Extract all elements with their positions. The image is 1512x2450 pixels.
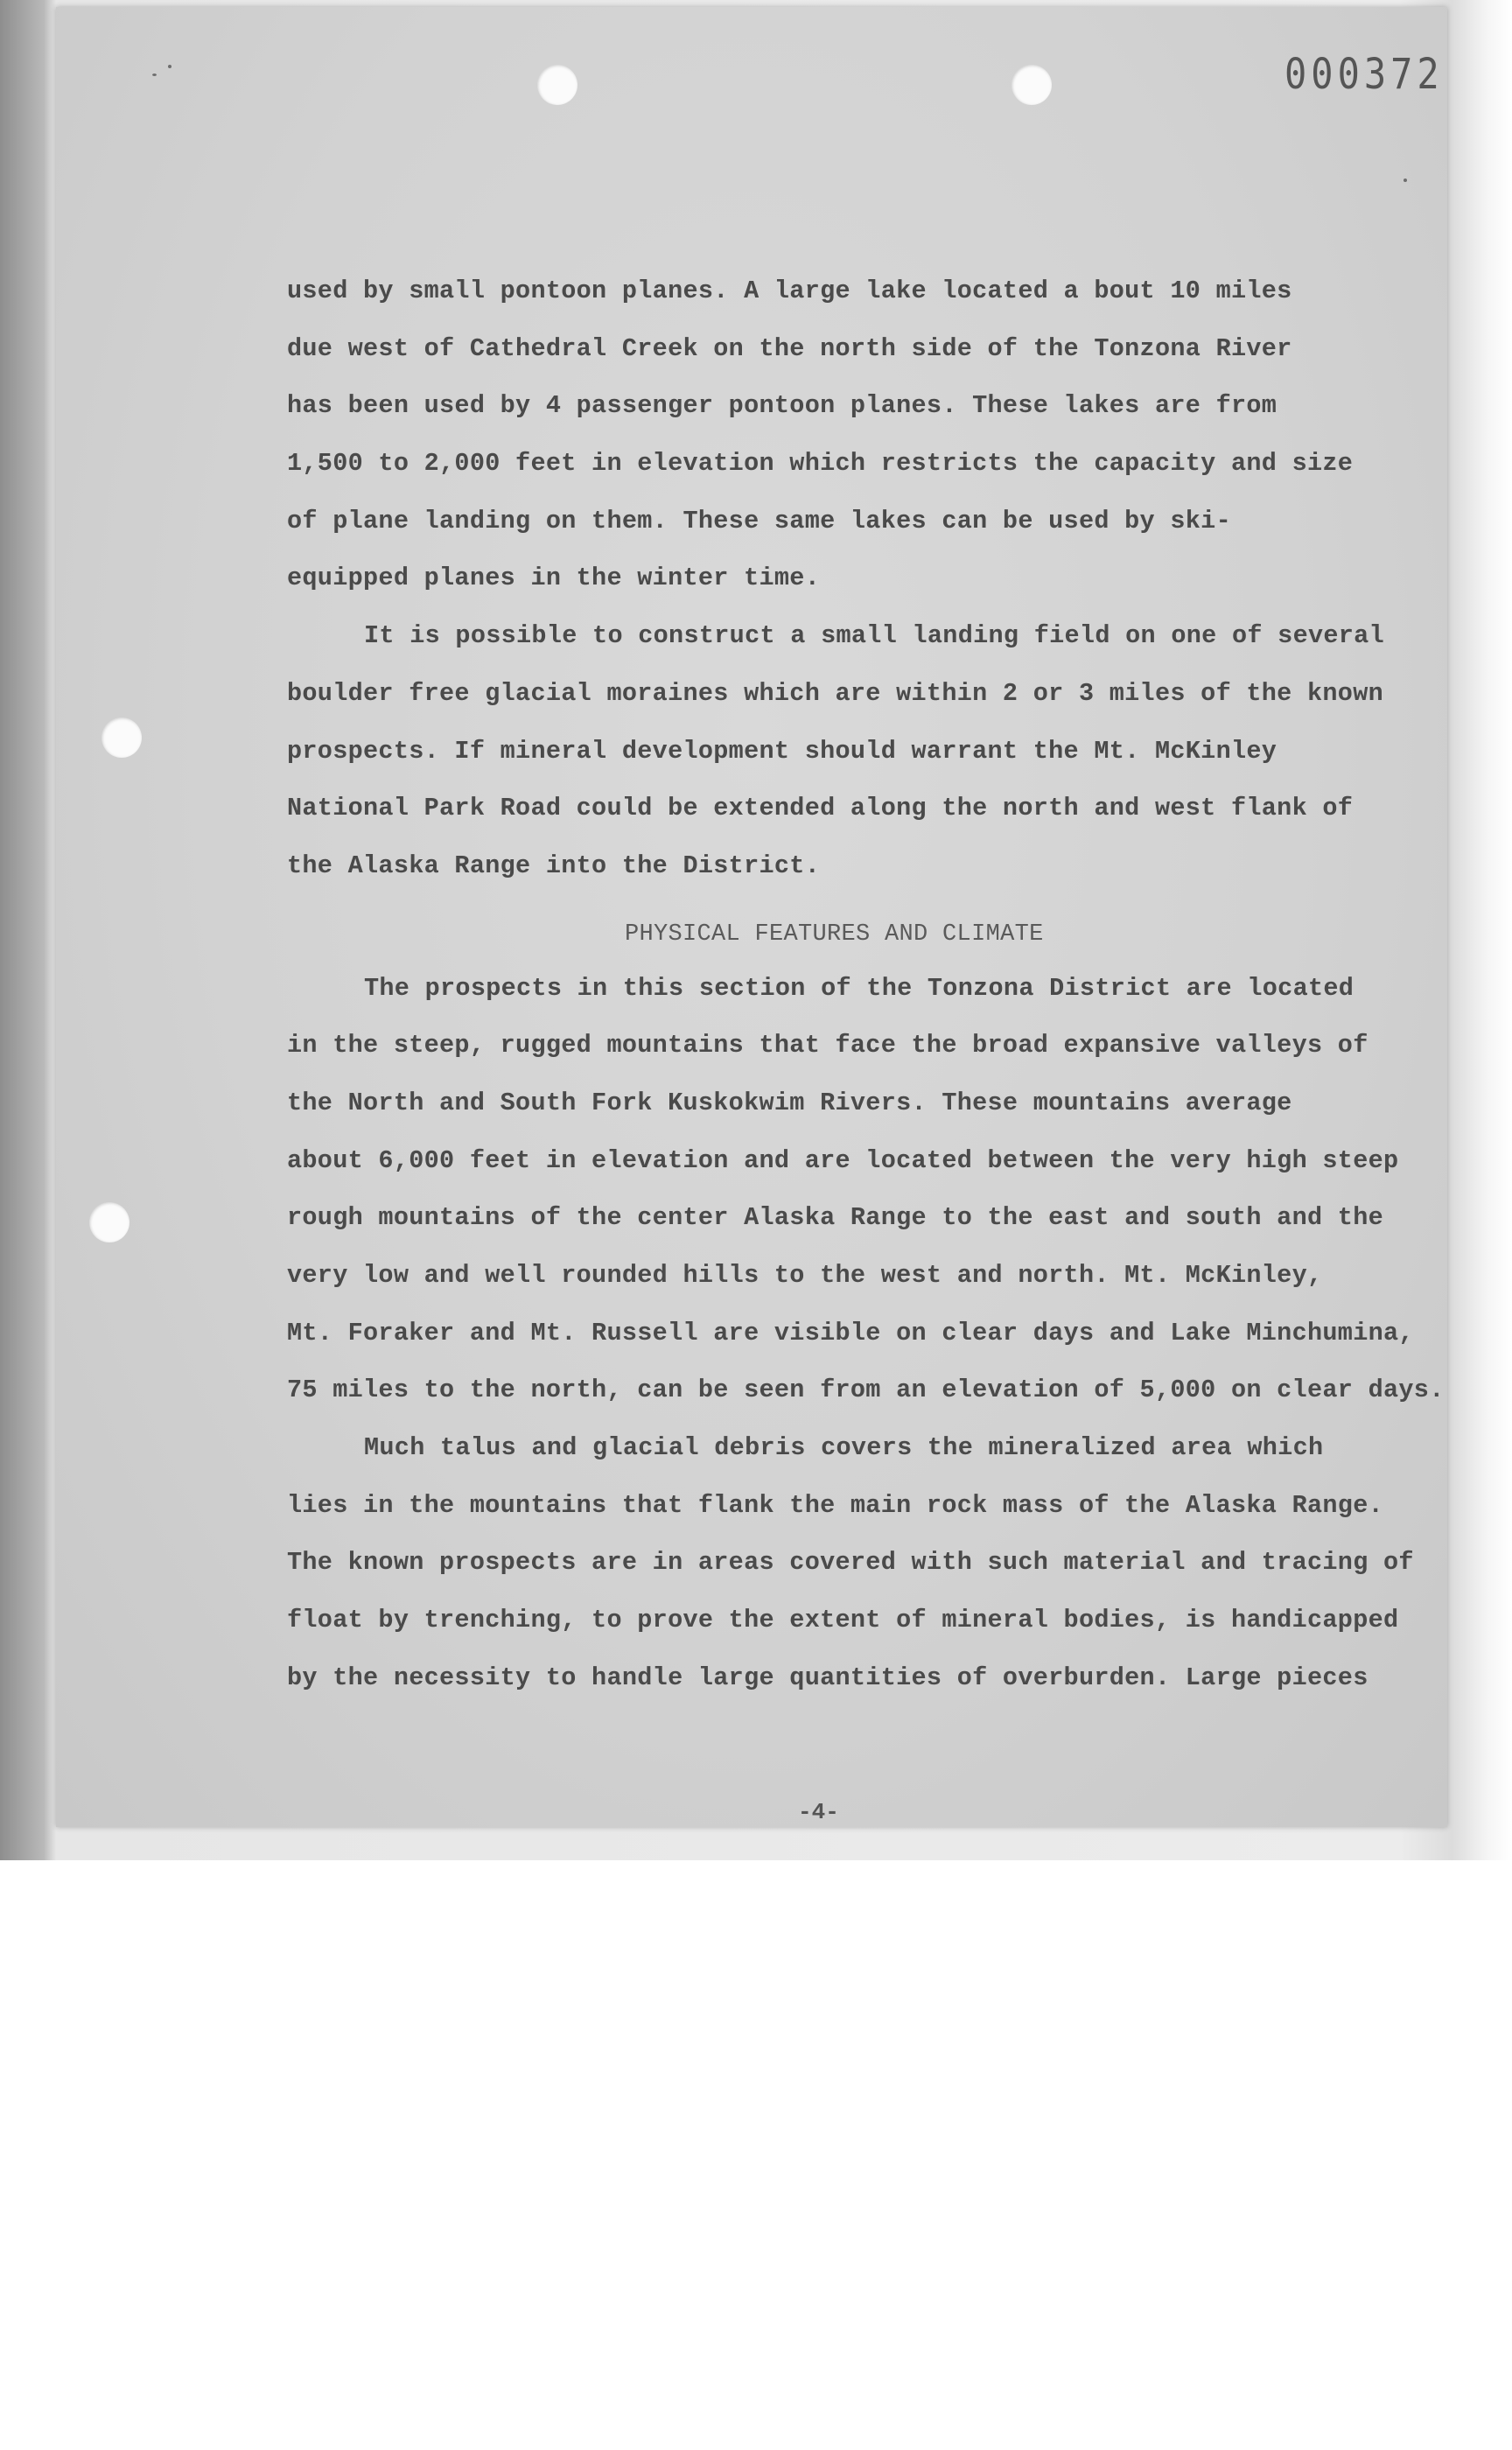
paragraph — [287, 960, 1445, 1420]
text-line: rough mountains of the center Alaska Range to the east and south and the — [287, 1203, 1383, 1233]
text-line: The known prospects are in areas covered with such material and tracing of — [287, 1548, 1414, 1578]
text-line: prospects. If mineral development should warrant the Mt. McKinley — [287, 736, 1278, 766]
document-body — [287, 262, 1445, 1707]
page-number: -4- — [798, 1799, 839, 1825]
text-line: equipped planes in the winter time. — [287, 564, 821, 593]
paragraph — [287, 262, 1424, 607]
text-line: Mt. Foraker and Mt. Russell are visible on clear days and Lake Minchumina, — [287, 1318, 1414, 1348]
text-line: boulder free glacial moraines which are within 2 or 3 miles of the known — [287, 678, 1383, 708]
text-line: due west of Cathedral Creek on the north side of the Tonzona River — [287, 333, 1292, 363]
text-line: the North and South Fork Kuskokwim Rivers. These mountains average — [287, 1088, 1292, 1117]
document-stamp-number: 000372 — [1284, 49, 1444, 99]
section-heading: PHYSICAL FEATURES AND CLIMATE — [625, 920, 1044, 948]
text-line: the Alaska Range into the District. — [287, 850, 821, 880]
text-line: 75 miles to the north, can be seen from an elevation of 5,000 on clear days. — [287, 1376, 1445, 1405]
paragraph — [287, 607, 1424, 894]
paragraph — [287, 1419, 1424, 1706]
dust-speck — [168, 65, 172, 68]
punch-hole — [102, 718, 142, 758]
text-line: about 6,000 feet in elevation and are located between the very high steep — [287, 1145, 1399, 1175]
text-line: in the steep, rugged mountains that face the broad expansive valleys of — [287, 1031, 1368, 1060]
text-line: 1,500 to 2,000 feet in elevation which restricts the capacity and size — [287, 449, 1354, 479]
punch-hole — [1012, 65, 1052, 105]
punch-hole — [89, 1202, 130, 1242]
document-page — [56, 7, 1447, 1827]
text-line: National Park Road could be extended along the north and west flank of — [287, 794, 1354, 823]
text-line: very low and well rounded hills to the west and north. Mt. McKinley, — [287, 1261, 1323, 1290]
text-line: The prospects in this section of the Tonzona District are located — [364, 973, 1354, 1003]
dust-speck — [152, 74, 157, 76]
text-line: float by trenching, to prove the extent of mineral bodies, is handicapped — [287, 1606, 1399, 1635]
text-line: lies in the mountains that flank the main rock mass of the Alaska Range. — [287, 1490, 1383, 1520]
text-line: of plane landing on them. These same lakes can be used by ski- — [287, 506, 1231, 536]
text-line: Much talus and glacial debris covers the mineralized area which — [364, 1433, 1324, 1463]
dust-speck — [1404, 178, 1407, 182]
text-line: used by small pontoon planes. A large lake located a bout 10 miles — [287, 276, 1292, 305]
text-line: has been used by 4 passenger pontoon planes. These lakes are from — [287, 391, 1278, 421]
punch-hole — [537, 65, 578, 105]
text-line: by the necessity to handle large quantities of overburden. Large pieces — [287, 1662, 1368, 1692]
text-line: It is possible to construct a small landing field on one of several — [364, 621, 1384, 651]
